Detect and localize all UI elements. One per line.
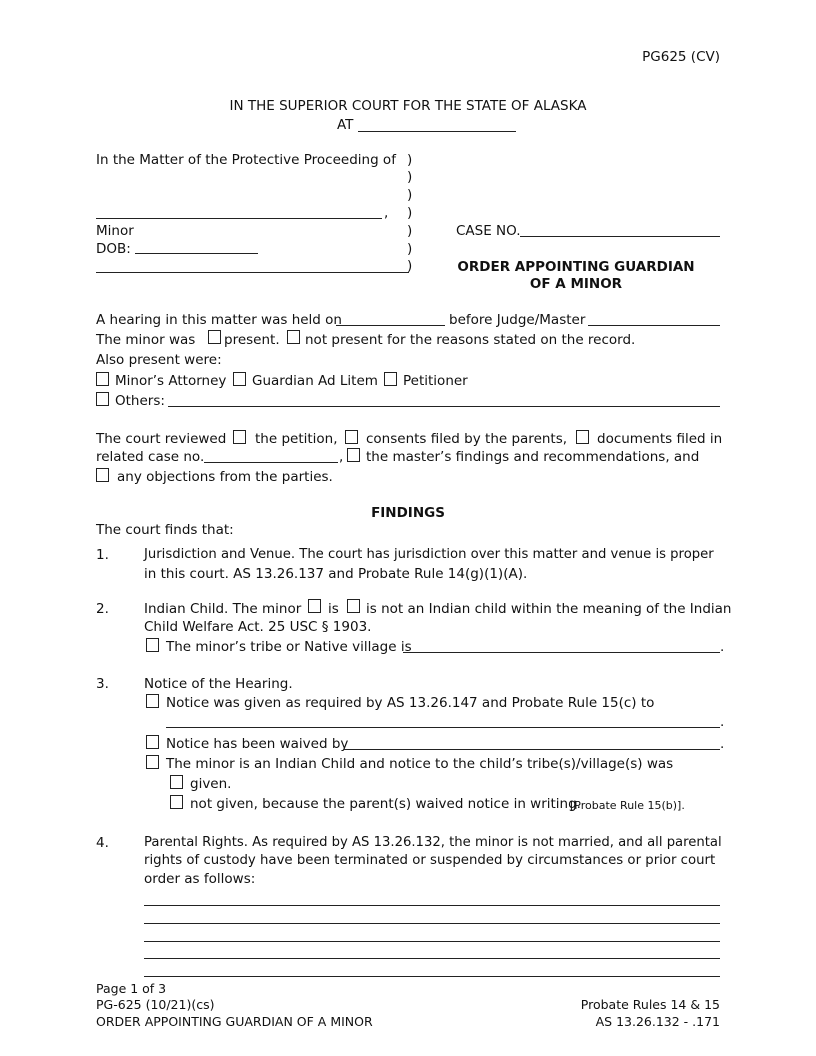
- notice-given-period: .: [720, 714, 725, 730]
- hearing-held-label: A hearing in this matter was held on: [96, 312, 342, 328]
- item-number: 3.: [96, 676, 109, 692]
- notice-waived-period: .: [720, 736, 725, 752]
- others-checkbox[interactable]: [96, 392, 109, 406]
- jurisdiction-text-1: Jurisdiction and Venue. The court has jurisdiction over this matter and venue is proper: [144, 547, 714, 562]
- consents-checkbox[interactable]: [345, 430, 358, 444]
- is-not-indian-checkbox[interactable]: [347, 599, 360, 613]
- location-line[interactable]: [358, 131, 516, 132]
- parental-rights-line[interactable]: [144, 923, 720, 924]
- minor-label: Minor: [96, 223, 134, 239]
- also-present-label: Also present were:: [96, 352, 222, 368]
- item-number: 4.: [96, 835, 109, 851]
- objections-label: any objections from the parties.: [117, 469, 333, 485]
- findings-heading: FINDINGS: [371, 505, 445, 521]
- notice-given-label: Notice was given as required by AS 13.26.147 and Probate Rule 15(c) to: [166, 695, 655, 711]
- consents-label: consents filed by the parents,: [366, 431, 568, 447]
- parental-rights-2: rights of custody have been terminated or suspended by circumstances or prior court: [144, 853, 716, 868]
- item-number: 2.: [96, 601, 109, 617]
- related-case-comma: ,: [339, 449, 344, 465]
- tribe-checkbox[interactable]: [146, 638, 159, 652]
- findings-intro: The court finds that:: [96, 522, 234, 538]
- parental-rights-line[interactable]: [144, 976, 720, 977]
- masters-label: the master’s findings and recommendations, and: [366, 449, 700, 465]
- dob-line[interactable]: [135, 253, 258, 254]
- tribe-period: .: [720, 639, 725, 655]
- documents-label: documents filed in: [597, 431, 723, 447]
- parental-rights-line[interactable]: [144, 958, 720, 959]
- caption-bottom-line: [96, 272, 409, 273]
- notice-given-checkbox[interactable]: [146, 694, 159, 708]
- present-checkbox[interactable]: [208, 330, 221, 344]
- petition-checkbox[interactable]: [233, 430, 246, 444]
- caption-paren: ): [407, 258, 413, 274]
- petition-label: the petition,: [255, 431, 338, 447]
- footer-page: Page 1 of 3: [96, 981, 167, 996]
- rule-ref: [Probate Rule 15(b)].: [570, 799, 685, 812]
- judge-name-line[interactable]: [588, 325, 720, 326]
- order-title-1: ORDER APPOINTING GUARDIAN: [457, 259, 695, 275]
- order-title-2: OF A MINOR: [529, 276, 623, 292]
- not-given-checkbox[interactable]: [170, 795, 183, 809]
- parental-rights-line[interactable]: [144, 941, 720, 942]
- is-indian-checkbox[interactable]: [308, 599, 321, 613]
- item-number: 1.: [96, 547, 109, 563]
- caption-paren: ): [407, 205, 413, 221]
- petitioner-checkbox[interactable]: [384, 372, 397, 386]
- parental-rights-3: order as follows:: [144, 871, 256, 887]
- present-label: present.: [224, 332, 280, 348]
- gal-label: Guardian Ad Litem: [252, 373, 378, 389]
- gal-checkbox[interactable]: [233, 372, 246, 386]
- minor-name-line[interactable]: [96, 218, 382, 219]
- indian-notice-label: The minor is an Indian Child and notice to the child’s tribe(s)/village(s) was: [166, 756, 674, 772]
- tribe-line[interactable]: [403, 652, 720, 653]
- caption-paren: ): [407, 241, 413, 257]
- parental-rights-line[interactable]: [144, 905, 720, 906]
- is-not-label: is not an Indian child within the meaning of the Indian: [366, 601, 732, 617]
- court-reviewed-label: The court reviewed: [96, 431, 227, 447]
- jurisdiction-text-2: in this court. AS 13.26.137 and Probate Rule 14(g)(1)(A).: [144, 566, 528, 582]
- given-label: given.: [190, 776, 232, 792]
- minor-was-label: The minor was: [96, 332, 196, 348]
- caption-paren: ): [407, 223, 413, 239]
- documents-checkbox[interactable]: [576, 430, 589, 444]
- indian-notice-checkbox[interactable]: [146, 755, 159, 769]
- tribe-label: The minor’s tribe or Native village is: [166, 639, 412, 655]
- case-no-line[interactable]: [520, 236, 720, 237]
- notice-given-line[interactable]: [166, 727, 720, 728]
- not-present-label: not present for the reasons stated on the record.: [305, 332, 636, 348]
- notice-waived-label: Notice has been waived by: [166, 736, 349, 752]
- not-present-checkbox[interactable]: [287, 330, 300, 344]
- at-label: AT: [337, 117, 354, 133]
- before-judge-label: before Judge/Master: [449, 312, 586, 328]
- others-label: Others:: [115, 393, 165, 409]
- given-checkbox[interactable]: [170, 775, 183, 789]
- related-case-line[interactable]: [204, 462, 338, 463]
- hearing-date-line[interactable]: [336, 325, 445, 326]
- others-line[interactable]: [168, 406, 720, 407]
- comma: ,: [384, 205, 389, 221]
- objections-checkbox[interactable]: [96, 468, 109, 482]
- form-code: PG625 (CV): [642, 49, 720, 65]
- not-given-label: not given, because the parent(s) waived notice in writing.: [190, 796, 581, 812]
- caption-paren: ): [407, 187, 413, 203]
- caption-paren: ): [407, 152, 413, 168]
- parental-rights-1: Parental Rights. As required by AS 13.26.132, the minor is not married, and all parental: [144, 835, 722, 850]
- minors-attorney-label: Minor’s Attorney: [115, 373, 227, 389]
- dob-label: DOB:: [96, 241, 131, 257]
- is-label: is: [328, 601, 339, 617]
- related-case-label: related case no.: [96, 449, 205, 465]
- notice-waived-checkbox[interactable]: [146, 735, 159, 749]
- case-no-label: CASE NO.: [456, 223, 521, 239]
- minors-attorney-checkbox[interactable]: [96, 372, 109, 386]
- icwa-text: Child Welfare Act. 25 USC § 1903.: [144, 619, 372, 635]
- court-title: IN THE SUPERIOR COURT FOR THE STATE OF ALASKA: [229, 98, 587, 114]
- masters-checkbox[interactable]: [347, 448, 360, 462]
- footer-rules: Probate Rules 14 & 15: [580, 997, 720, 1012]
- footer-form: PG-625 (10/21)(cs): [96, 997, 215, 1012]
- caption-paren: ): [407, 169, 413, 185]
- indian-child-lead: Indian Child. The minor: [144, 601, 302, 617]
- matter-label: In the Matter of the Protective Proceeding of: [96, 152, 396, 168]
- footer-statutes: AS 13.26.132 - .171: [595, 1014, 720, 1029]
- footer-title: ORDER APPOINTING GUARDIAN OF A MINOR: [96, 1014, 373, 1029]
- petitioner-label: Petitioner: [403, 373, 468, 389]
- notice-waived-line[interactable]: [344, 749, 720, 750]
- notice-heading: Notice of the Hearing.: [144, 676, 293, 692]
